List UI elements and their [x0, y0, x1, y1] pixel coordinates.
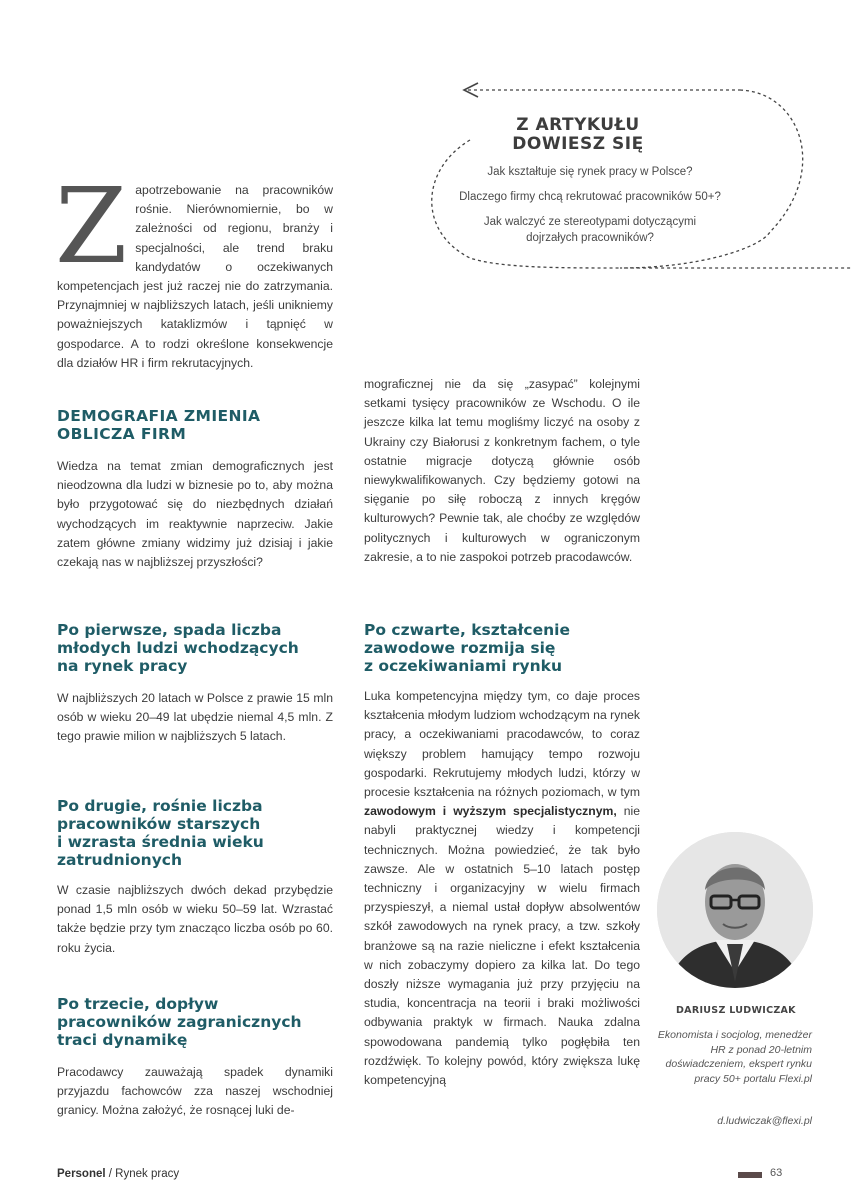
section-heading-line-2: OBLICZA FIRM	[57, 425, 187, 443]
subsection-2-heading-line-2: pracowników starszych	[57, 815, 261, 833]
subsection-3-heading-line-1: Po trzecie, dopływ	[57, 995, 219, 1013]
subsection-4-text-bold: zawodowym i wyższym specjalistycznym,	[364, 804, 617, 819]
section-heading	[57, 407, 333, 443]
subsection-1-heading-line-3: na rynek pracy	[57, 657, 188, 675]
dropcap: Z	[55, 165, 128, 287]
subsection-3-paragraph: Pracodawcy zauważają spadek dynamiki przyjazdu fachowców zza naszej wschodniej granicy. Można założyć, że rosnącej luki de-	[57, 1065, 333, 1118]
callout-question-3b: dojrzałych pracowników?	[526, 232, 654, 244]
subsection-1-heading-line-2: młodych ludzi wchodzących	[57, 639, 299, 657]
subsection-2-heading	[57, 797, 333, 869]
intro-text: apotrzebowanie na pracowników rośnie. Nierównomiernie, bo w zależności od regionu, branży i specjalności, ale trend braku kandydatów o oczekiwanych kompetencjach jest już raczej nie do zatrzymania. Przynajmniej w najbliższych latach, jeśli unikniemy poważniejszych kataklizmów i tąpnięć w gospodarce. A to rodzi określone konsekwencje dla działów HR i firm rekrutacyjnych.	[57, 183, 333, 370]
subsection-2	[57, 797, 333, 958]
subsection-2-heading-line-1: Po drugie, rośnie liczba	[57, 797, 263, 815]
callout-title	[488, 116, 668, 154]
subsection-3-heading	[57, 995, 333, 1049]
footer-bar	[738, 1172, 762, 1178]
section-heading-line-1: DEMOGRAFIA ZMIENIA	[57, 407, 261, 425]
author-email: d.ludwiczak@flexi.pl	[717, 1115, 812, 1127]
author-photo	[657, 832, 813, 988]
subsection-1-heading	[57, 621, 333, 675]
subsection-3-heading-line-3: traci dynamikę	[57, 1031, 188, 1049]
section-demografia	[57, 407, 333, 572]
subsection-4-heading-line-2: zawodowe rozmija się	[364, 639, 556, 657]
portrait-image	[657, 832, 813, 988]
author-description: Ekonomista i socjolog, menedżer HR z ponad 20-letnim doświadczeniem, ekspert rynku pracy 50+ portalu Flexi.pl	[657, 1029, 812, 1085]
callout-question-2: Dlaczego firmy chcą rekrutować pracowników 50+?	[459, 191, 721, 203]
section-paragraph: Wiedza na temat zmian demograficznych jest nieodzowna dla ludzi w biznesie po to, aby można było przygotować się do niezbędnych działań wychodzących im reaktywnie naprzeciw. Jakie zatem główne zmiany widzimy już dzisiaj i jakie czekają nas w najbliższej przyszłości?	[57, 459, 333, 570]
subsection-4-text-a: Luka kompetencyjna między tym, co daje proces kształcenia młodym ludziom wchodzącym na rynek pracy, a oczekiwaniami pracodawców, to coraz większy problem hamujący tempo rozwoju gospodarki. Rekrutujemy młodych ludzi, którzy w procesie kształcenia na różnych poziomach, w tym	[364, 689, 640, 800]
subsection-2-paragraph: W czasie najbliższych dwóch dekad przybędzie ponad 1,5 mln osób w wieku 50–59 lat. Wzrastać także będzie przy tym znacząco liczba osób po 60. roku życia.	[57, 883, 333, 955]
subsection-1	[57, 621, 333, 747]
continued-paragraph: mograficznej nie da się „zasypać” kolejnymi setkami tysięcy pracowników ze Wschodu. O ile jeszcze kilka lat temu mogliśmy liczyć na osoby z Ukrainy czy Białorusi z konkretnym fachem, o tyle ostatnie migracje dotyczą głównie osób niewykwalifikowanych. Czy będziemy gotowi na sięganie po siłę roboczą z innych kręgów kulturowych? Pewnie tak, ale choćby ze względów politycznych i kulturowych w ograniczonym zakresie, a to nie zaspokoi potrzeb pracodawców.	[364, 377, 640, 564]
footer-section	[57, 1168, 179, 1180]
callout-question-3a: Jak walczyć ze stereotypami dotyczącymi	[483, 216, 697, 228]
footer-separator: /	[105, 1168, 116, 1180]
column-left	[55, 165, 333, 373]
footer-section-name: Personel	[57, 1168, 106, 1180]
callout-title-line-2: DOWIESZ SIĘ	[512, 134, 644, 154]
footer-subsection: Rynek pracy	[115, 1168, 180, 1180]
callout-arrow-icon	[464, 83, 740, 97]
subsection-4-heading-line-3: z oczekiwaniami rynku	[364, 657, 562, 675]
subsection-2-heading-line-3: i wzrasta średnia wieku	[57, 833, 264, 851]
subsection-1-heading-line-1: Po pierwsze, spada liczba	[57, 621, 282, 639]
subsection-4-heading-line-1: Po czwarte, kształcenie	[364, 621, 570, 639]
column-middle-top	[364, 375, 640, 567]
subsection-4	[364, 621, 640, 1090]
callout-question-1: Jak kształtuje się rynek pracy w Polsce?	[487, 166, 693, 178]
subsection-4-text-b: nie nabyli praktycznej wiedzy i kompetencji technicznych. Można powiedzieć, że tak było zawsze. Ale w ostatnich 5–10 latach postęp techniczny i organizacyjny w wielu firmach przyspieszył, a niemal ustał dopływ absolwentów szkół zawodowych na rynek pracy, a tzw. szkoły branżowe są na razie nieliczne i efekt kształcenia w nich zobaczymy dopiero za kilka lat. Do tego doszły niższe wymagania już przy przyjęciu na studia, koncentracja na teorii i braki możliwości odbywania praktyk w firmach. Nauka zdalna spowodowana pandemią tylko pogłębiła ten rozdźwięk. To kolejny powód, który zwiększa lukę kompetencyjną	[364, 804, 641, 1088]
subsection-3-heading-line-2: pracowników zagranicznych	[57, 1013, 302, 1031]
subsection-4-paragraph	[364, 687, 640, 1090]
intro-paragraph	[55, 165, 333, 373]
subsection-3	[57, 995, 333, 1121]
page-number: 63	[770, 1167, 783, 1179]
callout-title-line-1: Z ARTYKUŁU	[516, 115, 640, 135]
subsection-1-paragraph: W najbliższych 20 latach w Polsce z prawie 15 mln osób w wieku 20–49 lat ubędzie niemal 4,5 mln. Z tego prawie milion w najbliższych 5 latach.	[57, 691, 333, 744]
subsection-2-heading-line-4: zatrudnionych	[57, 851, 183, 869]
subsection-4-heading	[364, 621, 640, 675]
author-name: DARIUSZ LUDWICZAK	[676, 1005, 796, 1016]
